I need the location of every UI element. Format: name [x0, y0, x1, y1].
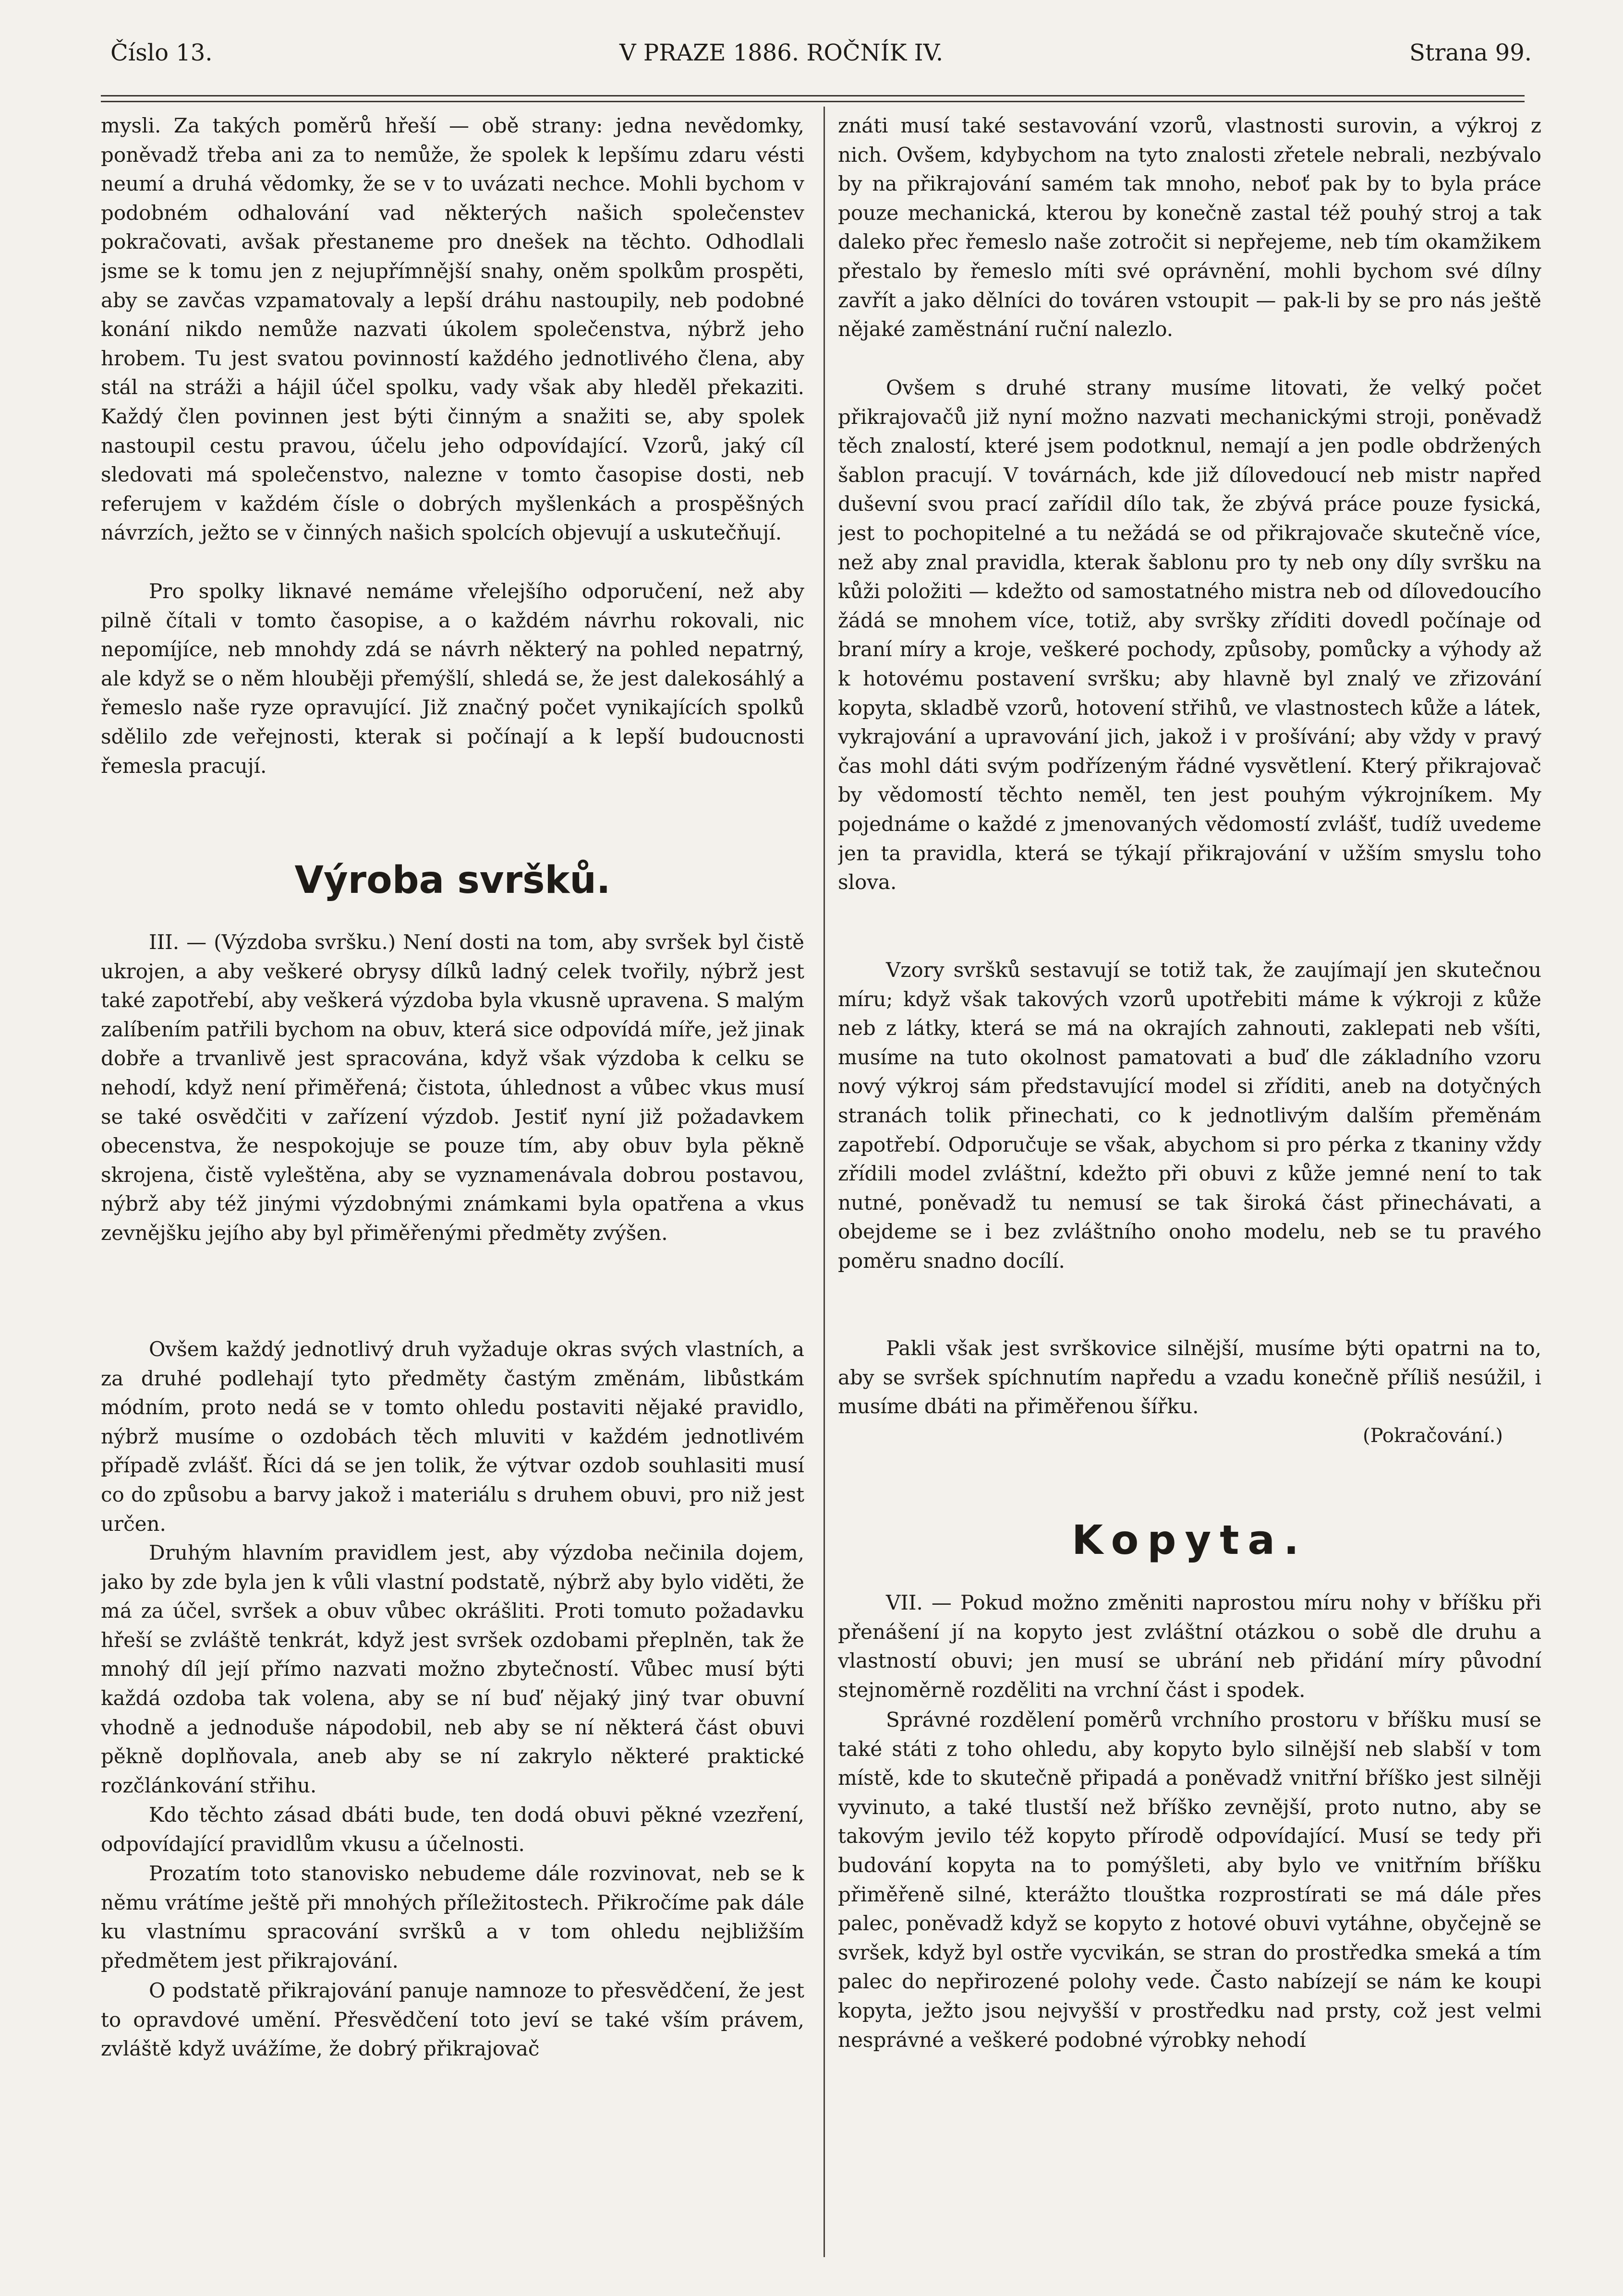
- issue-number: Číslo 13.: [110, 39, 213, 66]
- paragraph: Správné rozdělení poměrů vrchního prostoru v bříšku musí se také státi z toho ohledu, aby kopyto bylo silnější neb slabší v tom místě, kde to skutečně připadá a poněvadž vnitřní bříško jest silněji vyvinuto, a také tlustší než bříško zevnější, proto nutno, aby se takovým jevilo též kopyto přírodě odpovídající. Musí se tedy při budování kopyta na to pomýšleti, aby bylo ve vnitřním bříšku přiměřeně silné, kterážto tlouštka rozprostírati se má dále přes palec, poněvadž když se kopyto z hotové obuvi vytáhne, obyčejně se svršek, když byl ostře vycvikán, se stran do prostředka smeká a tím palec do nepřirozené polohy vede. Často nabízejí se nám ke koupi kopyta, ježto jsou nejvyšší v prostředku nad prsty, což jest velmi nesprávné a veškeré podobné výrobky nehodí: [838, 1708, 1541, 2052]
- section-title-vyroba-svrsku: Výroba svršků.: [294, 859, 611, 902]
- paragraph: Prozatím toto stanovisko nebudeme dále rozvinovat, neb se k němu vrátíme ještě při mnohých příležitostech. Přikročíme pak dále ku vlastnímu spracování svršků a v tom ohledu nejbližším předmětem jest přikrajování.: [101, 1862, 804, 1972]
- column-divider: [824, 107, 825, 2257]
- page-number: Strana 99.: [1409, 39, 1532, 66]
- paragraph: Druhým hlavním pravidlem jest, aby výzdoba nečinila dojem, jako by zde byla jen k vůli vlastní podstatě, nýbrž aby bylo viděti, že má za účel, svršek a obuv vůbec okrášliti. Proti tomuto požadavku hřeší se zvláště tenkrát, když jest svršek ozdobami přeplněn, tak že mnohý díl její přímo nazvati možno zbytečností. Vůbec musí býti každá ozdoba tak volena, aby se ní buď nějaký jiný tvar obuvní vhodně a jednoduše nápodobil, neb aby se ní některá část obuvi pěkně doplňovala, aneb aby se ní zakrylo některé praktické rozčlánkování střihu.: [101, 1541, 804, 1797]
- right-column: [838, 111, 1541, 2084]
- section-title-kopyta: Kopyta.: [1072, 1516, 1308, 1563]
- paragraph: O podstatě přikrajování panuje namnoze to přesvědčení, že jest to opravdové umění. Přesvědčení toto jeví se také vším právem, zvláště když uvážíme, že dobrý přikrajovač: [101, 1979, 804, 2061]
- paragraph: Pakli však jest svrškovice silnější, musíme býti opatrni na to, aby se svršek spíchnutím napředu a vzadu konečně příliš nesúžil, i musíme dbáti na přiměřenou šířku.: [838, 1336, 1541, 1418]
- paragraph: mysli. Za takých poměrů hřeší — obě strany: jedna nevědomky, poněvadž třeba ani za to nemůže, že spolek k lepšímu zdaru vésti neumí a druhá vědomky, že se v to uvázati nechce. Mohli bychom v podobném odhalování vad některých našich společenstev pokračovati, avšak přestaneme pro dnešek na těchto. Odhodlali jsme se k tomu jen z nejupřímnější snahy, oněm spolkům prospěti, aby se zavčas vzpamatovaly a lepší dráhu nastoupily, neb podobné konání nikdo nemůže nazvati úkolem společenstva, nýbrž jeho hrobem. Tu jest svatou povinností každého jednotlivého člena, aby stál na stráži a hájil účel spolku, vady však aby hleděl překaziti. Každý člen povinnen jest býti činným a snažiti se, aby spolek nastoupil cestu pravou, účelu jeho odpovídající. Vzorů, jaký cíl sledovati má společenstvo, nalezne v tomto časopise dosti, neb referujem v každém čísle o dobrých myšlenkách a prospěšných návrzích, ježto se v činných našich spolcích objevují a uskutečňují.: [101, 114, 804, 545]
- paragraph: Pro spolky liknavé nemáme vřelejšího odporučení, než aby pilně čítali v tomto časopise, a o každém návrhu rokovali, nic nepomíjíce, neb mnohdy zdá se návrh některý na pohled nepatrný, ale když se o něm hlouběji přemýšlí, shledá se, že jest dalekosáhlý a řemeslo naše ryze opravující. Již značný počet vynikajících spolků sdělilo zde veřejnosti, kterak si počínají a k lepší budoucnosti řemesla pracují.: [101, 579, 804, 778]
- paragraph: Ovšem každý jednotlivý druh vyžaduje okras svých vlastních, a za druhé podlehají tyto předměty častým změnám, libůstkám módním, proto nedá se v tomto ohledu postaviti nějaké pravidlo, nýbrž musíme o ozdobách těch mluviti v každém jednotlivém případě zvlášť. Říci dá se jen tolik, že výtvar ozdob souhlasiti musí co do způsobu a barvy jakož i materiálu s druhem obuvi, pro niž jest určen.: [101, 1337, 804, 1536]
- place-year-volume: V PRAZE 1886. ROČNÍK IV.: [619, 39, 944, 66]
- paragraph: VII. — Pokud možno změniti naprostou míru nohy v bříšku při přenášení jí na kopyto jest zvláštní otázkou o sobě dle druhu a vlastností obuvi; jen musí se ubrání neb přidání míry původní stejnoměrně rozděliti na vrchní část i spodek.: [838, 1591, 1541, 1702]
- continuation-note: (Pokračování.): [1363, 1425, 1503, 1447]
- left-column: [101, 111, 804, 2064]
- paragraph: Kdo těchto zásad dbáti bude, ten dodá obuvi pěkné vzezření, odpovídající pravidlům vkusu a účelnosti.: [101, 1803, 804, 1856]
- paragraph: znáti musí také sestavování vzorů, vlastnosti surovin, a výkroj z nich. Ovšem, kdybychom na tyto znalosti zřetele nebrali, nezbývalo by na přikrajování samém tak mnoho, neboť pak by to byla práce pouze mechanická, kterou by konečně zastal též pouhý stroj a tak daleko přec řemeslo naše zotročit si nepřejeme, neb tím okamžikem přestalo by řemeslo míti své oprávnění, mohli bychom své dílny zavřít a jako dělníci do továren vstoupit — pak-li by se pro nás ještě nějaké zaměstnání ruční nalezlo.: [838, 114, 1541, 341]
- header-rule-top: [101, 95, 1525, 96]
- page-header: [110, 39, 1532, 78]
- paragraph: Ovšem s druhé strany musíme litovati, že velký počet přikrajovačů již nyní možno nazvati mechanickými stroji, poněvadž těch znalostí, které jsem podotknul, nemají a jen podle obdržených šablon pracují. V továrnách, kde již dílovedoucí neb mistr napřed duševní svou prací zařídil dílo tak, že zbývá práce pouze fysická, jest to pochopitelné a tu nežádá se od přikrajovače skutečně více, než aby znal pravidla, kterak šablonu pro ty neb ony díly svršku na kůži položiti — kdežto od samostatného mistra neb od dílovedoucího žádá se mnohem více, totiž, aby svršky zříditi dovedl počínaje od braní míry a kroje, veškeré pochody, způsoby, pomůcky a výhody až k hotovému postavení svršku; aby hlavně byl znalý ve zřizování kopyta, skladbě vzorů, hotovení střihů, ve vlastnostech kůže a látek, vykrajování a upravování jich, jakož i v prošívání; aby vždy v pravý čas mohl dáti svým podřízeným řádné vysvětlení. Který přikrajovač by vědomostí těchto neměl, ten jest pouhým výkrojníkem. My pojednáme o každé z jmenovaných vědomostí zvlášť, tudíž uvedeme jen ta pravidla, která se týkají přikrajování v užším smyslu toho slova.: [838, 376, 1541, 894]
- header-rule-bottom: [101, 101, 1525, 102]
- paragraph: Vzory svršků sestavují se totiž tak, že zaujímají jen skutečnou míru; když však takových vzorů upotřebiti máme k výkroji z kůže neb z látky, která se má na okrajích zahnouti, zaklepati neb všíti, musíme na tuto okolnost pamatovati a buď dle základního vzoru nový výkroj sám představující model si zříditi, aneb na dotyčných stranách tolik přinechati, co k jednotlivým dalším přeměnám zapotřebí. Odporučuje se však, abychom si pro pérka z tkaniny vždy zřídili model zvláštní, kdežto při obuvi z kůže jemné není to tak nutné, poněvadž tu nemusí se tak široká část přinechávati, a obejdeme se i bez zvláštního onoho modelu, neb se tu pravého poměru snadno docílí.: [838, 958, 1541, 1273]
- paragraph: III. — (Výzdoba svršku.) Není dosti na tom, aby svršek byl čistě ukrojen, a aby veškeré obrysy dílků ladný celek tvořily, nýbrž jest také zapotřebí, aby veškerá výzdoba byla vkusně upravena. S malým zalíbením patřili bychom na obuv, která sice odpovídá míře, jež jinak dobře a trvanlivě jest spracována, když však výzdoba k celku se nehodí, když není přiměřená; čistota, úhlednost a vůbec vkus musí se také osvědčiti v zařízení výzdob. Jestiť nyní již požadavkem obecenstva, že nespokojuje se pouze tím, aby obuv byla pěkně skrojena, čistě vyleštěna, aby se vyznamenávala dobrou postavou, nýbrž aby též jinými výzdobnými známkami byla opatřena a vkus zevnějšku jejího aby byl přiměřenými předměty zvýšen.: [101, 930, 804, 1245]
